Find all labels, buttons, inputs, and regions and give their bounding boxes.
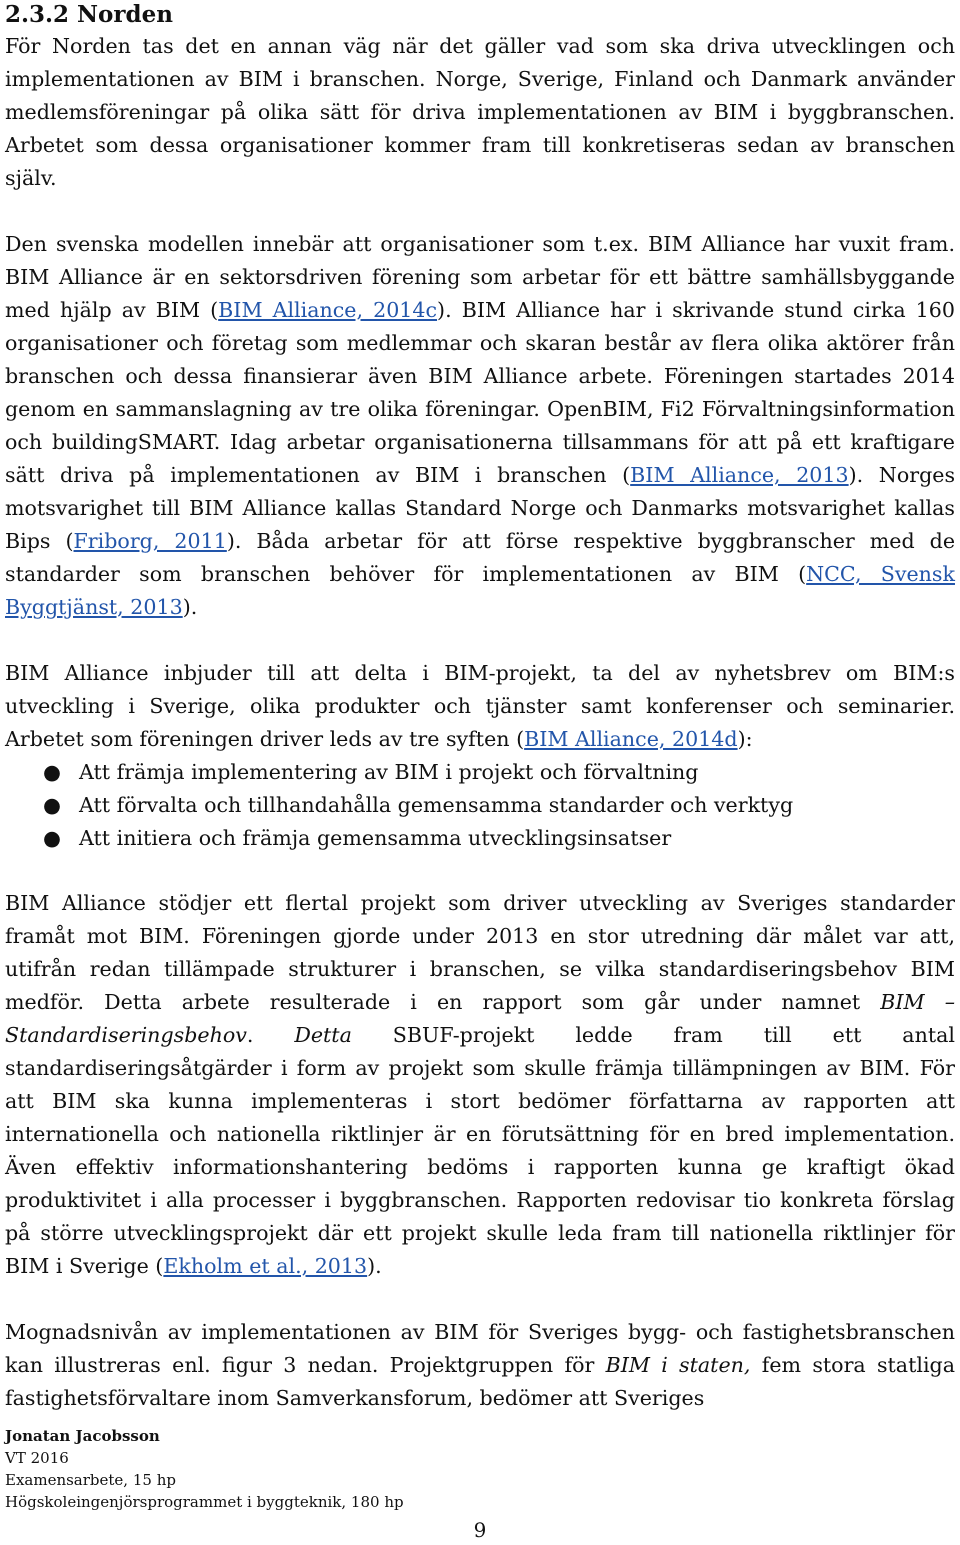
paragraph-text: BIM Alliance inbjuder till att delta i BIM-projekt, ta del av nyhetsbrev om BIM:s utveckling i Sverige, olika produkter och tjänster samt konferenser och seminarier. Arbetet som föreningen driver leds av tre syften ( (5, 661, 955, 751)
author-name: Jonatan Jacobsson (5, 1427, 160, 1445)
paragraph-standards (5, 887, 955, 1283)
paragraph-text: ). Båda arbetar för att förse respektive byggbranscher med de standarder som branschen behöver för implementationen av BIM ( (5, 529, 955, 586)
citation-link[interactable]: BIM Alliance, 2014c (218, 298, 438, 322)
term: VT 2016 (5, 1449, 69, 1467)
paragraph-text: SBUF-projekt ledde fram till ett antal standardiseringsåtgärder i form av projekt som skulle främja tillämpningen av BIM. För att BIM ska kunna implementeras i stort bedömer författarna av rapporten att internationella och nationella riktlinjer är en förutsättning för en bred implementation. Även effektiv informationshantering bedöms i rapporten kunna ge kraftigt ökad produktivitet i alla processer i byggbranschen. Rapporten redovisar tio konkreta förslag på större utvecklingsprojekt där ett projekt skulle leda fram till nationella riktlinjer för BIM i Sverige ( (5, 1023, 955, 1278)
paragraph-text: ). Norges motsvarighet till BIM Alliance kallas Standard Norge och Danmarks motsvarighet kallas Bips ( (5, 463, 956, 553)
paragraph-text: ). (182, 595, 198, 619)
citation-link[interactable]: NCC, Svensk Byggtjänst, 2013 (5, 562, 955, 619)
emphasis-text: BIM i staten, (605, 1353, 751, 1377)
emphasis-text: Detta (294, 1023, 352, 1047)
bullet-icon: ● (43, 760, 61, 784)
thesis-info: Examensarbete, 15 hp (5, 1471, 176, 1489)
paragraph-text: . (246, 1023, 295, 1047)
paragraph-text: BIM Alliance stödjer ett flertal projekt som driver utveckling av Sveriges standarder framåt mot BIM. Föreningen gjorde under 2013 en stor utredning där målet var att, utifrån redan tillämpade strukturer i branschen, se vilka standardiseringsbehov BIM medför. Detta arbete resulterade i en rapport som går under namnet (5, 891, 955, 1014)
list-item-text: Att initiera och främja gemensamma utvecklingsinsatser (79, 826, 672, 850)
citation-link[interactable]: Friborg, 2011 (73, 529, 227, 553)
citation-link[interactable]: BIM Alliance, 2014d (524, 727, 738, 751)
list-item (5, 789, 955, 822)
paragraph-text: ). BIM Alliance har i skrivande stund cirka 160 organisationer och företag som medlemmar och skaran består av flera olika aktörer från branschen och dessa finansierar även BIM Alliance arbete. Föreningen startades 2014 genom en sammanslagning av tre olika föreningar. OpenBIM, Fi2 Förvaltningsinformation och buildingSMART. Idag arbetar organisationerna tillsammans för att på ett kraftigare sätt driva på implementationen av BIM i branschen ( (5, 298, 955, 487)
purpose-list (5, 756, 955, 855)
page-number: 9 (473, 1518, 487, 1542)
section-heading: 2.3.2 Norden (5, 1, 173, 28)
paragraph-text: ): (737, 727, 753, 751)
paragraph-maturity (5, 1316, 955, 1415)
paragraph-text: Mognadsnivån av implementationen av BIM för Sveriges bygg- och fastighetsbranschen kan illustreras enl. figur 3 nedan. Projektgruppen för (5, 1320, 955, 1377)
paragraph-intro-text: För Norden tas det en annan väg när det gäller vad som ska driva utvecklingen och implementationen av BIM i branschen. Norge, Sverige, Finland och Danmark använder medlemsföreningar på olika sätt för driva implementationen av BIM i byggbranschen. Arbetet som dessa organisationer kommer fram till konkretiseras sedan av branschen själv. (5, 34, 955, 190)
report-title: BIM – Standardiseringsbehov (5, 990, 956, 1047)
list-item (5, 756, 955, 789)
page-footer (5, 1425, 404, 1513)
paragraph-text: ). (367, 1254, 382, 1278)
list-item (5, 822, 955, 855)
paragraph-text: fem stora statliga fastighetsförvaltare inom Samverkansforum, bedömer att Sveriges (5, 1353, 955, 1410)
paragraph-bim-alliance (5, 228, 955, 624)
paragraph-text: Den svenska modellen innebär att organisationer som t.ex. BIM Alliance har vuxit fram. BIM Alliance är en sektorsdriven förening som arbetar för ett bättre samhällsbyggande med hjälp av BIM ( (5, 232, 955, 322)
list-item-text: Att främja implementering av BIM i projekt och förvaltning (79, 760, 699, 784)
paragraph-purposes (5, 657, 955, 756)
bullet-icon: ● (43, 826, 61, 850)
paragraph-intro (5, 30, 955, 195)
program-info: Högskoleingenjörsprogrammet i byggteknik, 180 hp (5, 1493, 404, 1511)
citation-link[interactable]: Ekholm et al., 2013 (163, 1254, 368, 1278)
list-item-text: Att förvalta och tillhandahålla gemensamma standarder och verktyg (79, 793, 794, 817)
citation-link[interactable]: BIM Alliance, 2013 (630, 463, 849, 487)
bullet-icon: ● (43, 793, 61, 817)
